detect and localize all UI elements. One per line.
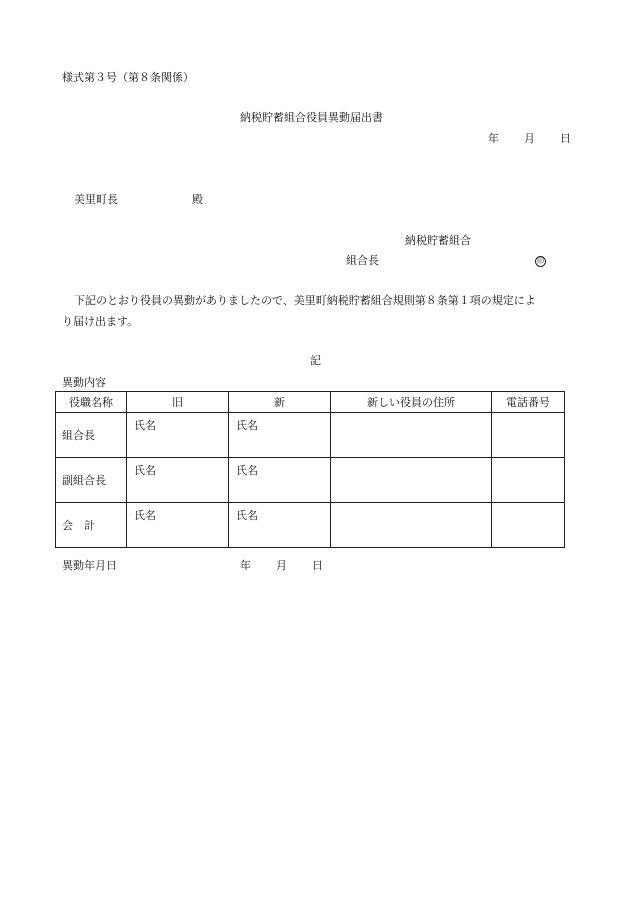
date-year: 年 [488, 132, 499, 145]
change-date-day: 日 [312, 559, 323, 572]
addressee-honorific: 殿 [192, 193, 203, 206]
addressee-name: 美里町長 [74, 193, 118, 206]
header-address: 新しい役員の住所 [331, 392, 492, 413]
header-new: 新 [229, 392, 331, 413]
seal-mark: 印 [537, 257, 544, 265]
cell-old-name[interactable]: 氏名 [127, 413, 229, 458]
cell-new-name[interactable]: 氏名 [229, 458, 331, 503]
change-date-month: 月 [276, 559, 287, 572]
cell-address[interactable] [331, 503, 492, 548]
cell-address[interactable] [331, 458, 492, 503]
cell-phone[interactable] [492, 503, 565, 548]
submitter-role: 組合長 [346, 254, 379, 267]
header-role: 役職名称 [56, 392, 127, 413]
change-date-label: 異動年月日 [62, 559, 117, 572]
header-phone: 電話番号 [492, 392, 565, 413]
table-row [56, 503, 565, 548]
date-month: 月 [524, 132, 535, 145]
cell-old-name[interactable]: 氏名 [127, 458, 229, 503]
cell-new-name[interactable]: 氏名 [229, 413, 331, 458]
form-number: 様式第３号（第８条関係） [62, 71, 194, 84]
cell-new-name[interactable]: 氏名 [229, 503, 331, 548]
ki-heading: 記 [310, 354, 321, 367]
table-row [56, 413, 565, 458]
cell-role: 会 計 [56, 503, 127, 548]
body-text-line1: 下記のとおり役員の異動がありましたので、美里町納税貯蓄組合規則第８条第１項の規定によ [74, 294, 536, 307]
table-header-row [56, 392, 565, 413]
cell-phone[interactable] [492, 413, 565, 458]
header-old: 旧 [127, 392, 229, 413]
cell-old-name[interactable]: 氏名 [127, 503, 229, 548]
date-day: 日 [560, 132, 571, 145]
cell-role: 組合長 [56, 413, 127, 458]
cell-address[interactable] [331, 413, 492, 458]
table-row [56, 458, 565, 503]
section-label: 異動内容 [62, 376, 106, 389]
change-table [55, 391, 565, 548]
change-date-year: 年 [240, 559, 251, 572]
cell-role: 副組合長 [56, 458, 127, 503]
submitter-union: 納税貯蓄組合 [405, 234, 471, 247]
cell-phone[interactable] [492, 458, 565, 503]
body-text-line2: り届け出ます。 [62, 315, 139, 328]
document-title: 納税貯蓄組合役員異動届出書 [240, 111, 383, 124]
